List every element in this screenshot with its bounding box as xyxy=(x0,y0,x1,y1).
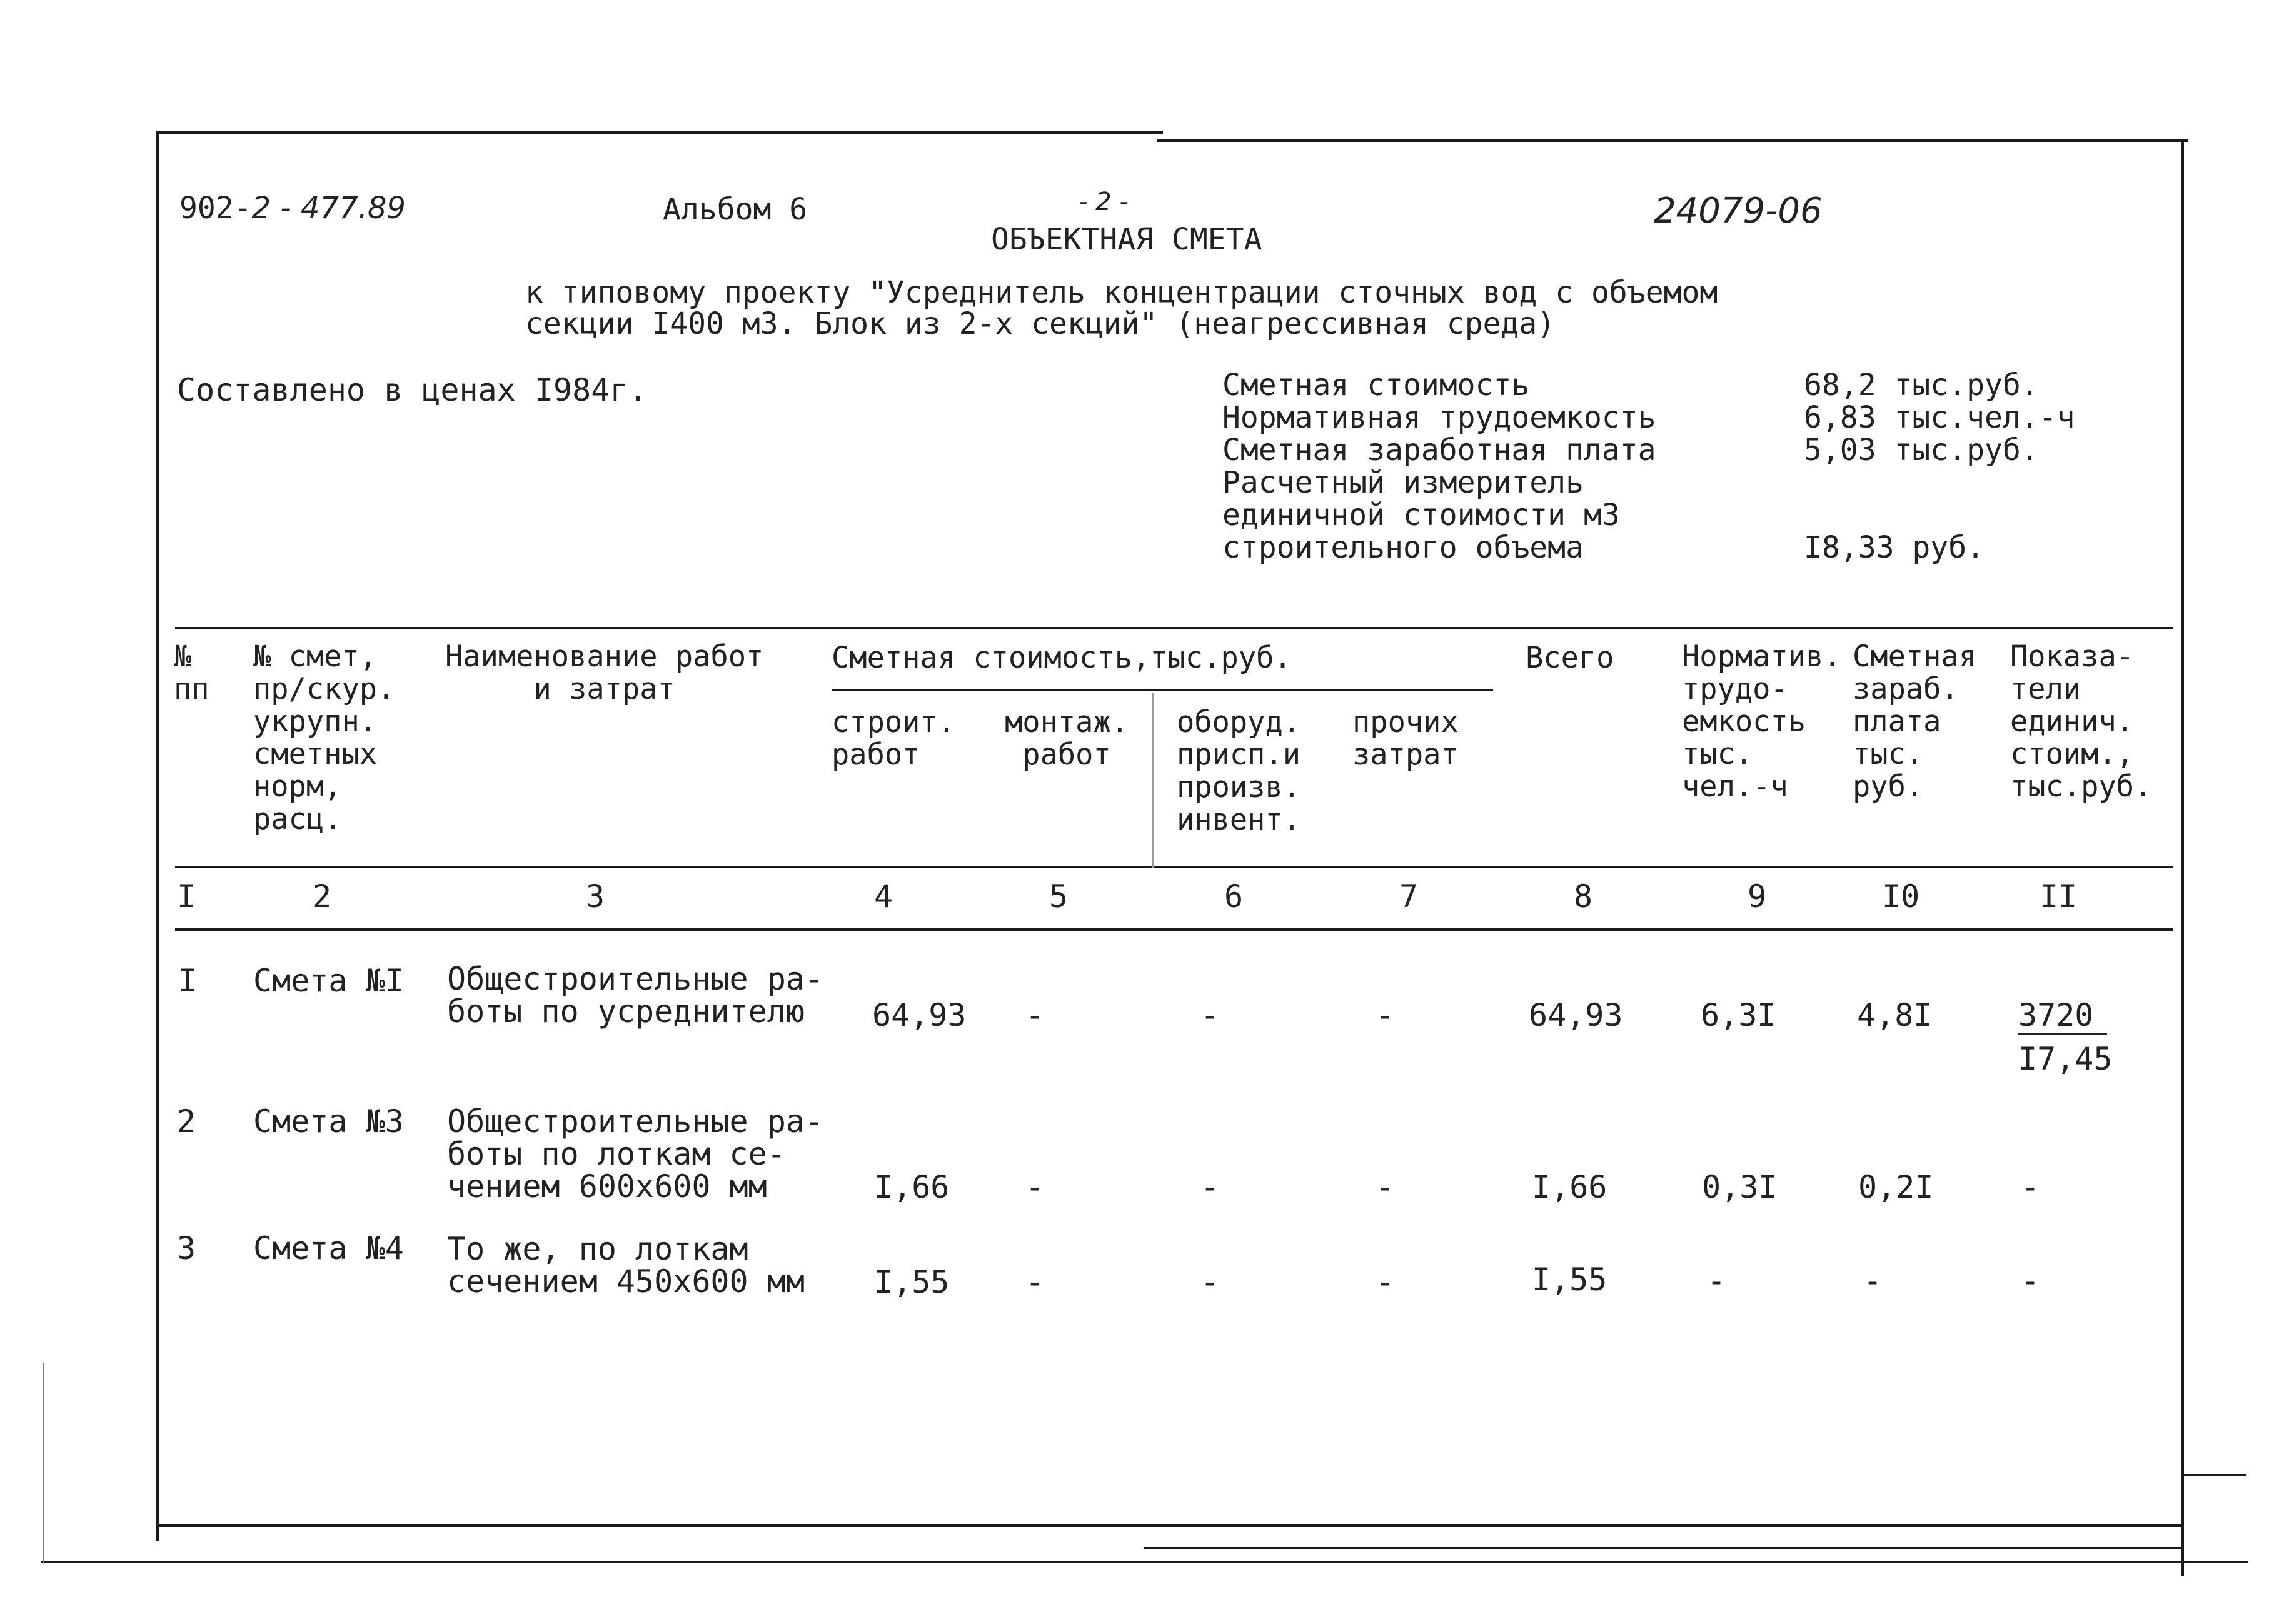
frame-right xyxy=(2181,139,2184,1576)
row-2-installation: - xyxy=(1025,1169,1045,1205)
header-construction: строит. работ xyxy=(832,705,956,772)
row-3-number: 3 xyxy=(177,1230,196,1266)
row-3-total: I,55 xyxy=(1532,1261,1607,1298)
row-1-indicator-bottom: I7,45 xyxy=(2018,1041,2113,1077)
row-2-number: 2 xyxy=(177,1103,196,1140)
row-1-name: Общестроительные ра- боты по усреднителю xyxy=(447,961,824,1030)
column-number: 2 xyxy=(313,878,332,915)
row-2-labor: 0,3I xyxy=(1702,1169,1778,1205)
row-3-name: То же, по лоткам сечением 450х600 мм xyxy=(447,1231,805,1300)
frame-top-left xyxy=(156,131,1163,134)
frame-left xyxy=(156,131,159,1541)
row-2-construction: I,66 xyxy=(874,1169,950,1205)
page-edge-stub xyxy=(2181,1474,2246,1476)
column-number: I0 xyxy=(1882,878,1920,915)
row-2-total: I,66 xyxy=(1532,1169,1607,1205)
header-wages: Сметная зараб. плата тыс. руб. xyxy=(1853,639,1977,804)
table-rule-numbers-bottom xyxy=(175,928,2173,931)
header-work-name: Наименование работ и затрат xyxy=(445,639,764,706)
column-number: I xyxy=(177,878,196,915)
row-1-number: I xyxy=(178,963,198,999)
column-number: 9 xyxy=(1748,878,1767,915)
page-edge-line xyxy=(41,1561,2248,1563)
row-1-labor: 6,3I xyxy=(1701,997,1776,1033)
table-rule-header-bottom xyxy=(175,866,2173,868)
summary-values: 68,2 тыс.руб. 6,83 тыс.чел.-ч 5,03 тыс.руб. I8,33 руб. xyxy=(1804,368,2075,565)
header-estimate-number: № смет, пр/скур. укрупн. сметных норм, расц. xyxy=(253,639,395,836)
page-number: - 2 - xyxy=(1079,188,1129,216)
column-number: 5 xyxy=(1049,878,1069,915)
row-1-other: - xyxy=(1376,997,1395,1033)
document-code-suffix: 2 - 477.89 xyxy=(251,191,406,226)
summary-labels: Сметная стоимость Нормативная трудоемкость Сметная заработная плата Расчетный измеритель единичной стоимости м3 строительного объема xyxy=(1222,368,1656,565)
row-2-wages: 0,2I xyxy=(1858,1169,1934,1205)
row-2-name: Общестроительные ра- боты по лоткам се- чением 600х600 мм xyxy=(447,1103,824,1205)
row-2-equipment: - xyxy=(1200,1169,1220,1205)
header-equipment: оборуд. присп.и произв. инвент. xyxy=(1177,705,1301,837)
row-1-installation: - xyxy=(1025,997,1045,1033)
column-number: 8 xyxy=(1574,878,1593,915)
doc-number: 24079-06 xyxy=(1654,191,1823,231)
document-title: ОБЪЕКТНАЯ СМЕТА xyxy=(991,222,1262,257)
document-subtitle-line1: к типовому проекту "Усреднитель концентрации сточных вод с объемом xyxy=(525,275,1718,310)
document-subtitle-line2: секции I400 м3. Блок из 2-х секций" (неагрессивная среда) xyxy=(525,306,1556,341)
document-code xyxy=(179,191,406,226)
row-1-estimate: Смета №I xyxy=(253,963,404,999)
header-total: Всего xyxy=(1526,641,1614,675)
frame-bottom-outer xyxy=(1144,1547,2182,1549)
row-1-construction: 64,93 xyxy=(872,997,967,1033)
row-3-wages: - xyxy=(1863,1263,1883,1299)
header-installation: монтаж. работ xyxy=(1005,705,1129,772)
row-3-construction: I,55 xyxy=(874,1264,950,1300)
page-edge-vertical xyxy=(43,1363,44,1563)
row-1-indicator-top: 3720 xyxy=(2018,997,2107,1035)
table-separator-equipment xyxy=(1152,693,1154,868)
row-3-indicator: - xyxy=(2021,1263,2040,1299)
row-1-total: 64,93 xyxy=(1529,997,1623,1033)
row-2-estimate: Смета №3 xyxy=(253,1103,404,1140)
table-rule-top xyxy=(175,627,2173,629)
header-labor: Норматив. трудо- емкость тыс. чел.-ч xyxy=(1682,639,1841,804)
table-rule-cost-group xyxy=(832,689,1493,691)
header-other: прочих затрат xyxy=(1352,705,1459,772)
frame-bottom xyxy=(156,1524,2182,1527)
column-number: II xyxy=(2040,878,2078,915)
column-number: 7 xyxy=(1399,878,1419,915)
row-3-labor: - xyxy=(1707,1263,1726,1299)
document-code-prefix: 902- xyxy=(179,191,252,226)
row-3-installation: - xyxy=(1025,1264,1045,1300)
header-row-number: № пп xyxy=(174,639,209,706)
album-label: Альбом 6 xyxy=(663,192,808,227)
row-3-equipment: - xyxy=(1200,1264,1220,1300)
column-number: 4 xyxy=(874,878,893,915)
row-1-equipment: - xyxy=(1200,997,1220,1033)
column-number: 6 xyxy=(1224,878,1244,915)
column-number: 3 xyxy=(586,878,605,915)
row-2-indicator: - xyxy=(2021,1169,2040,1205)
row-3-other: - xyxy=(1376,1264,1395,1300)
row-3-estimate: Смета №4 xyxy=(253,1230,404,1266)
frame-top-right xyxy=(1157,139,2188,142)
row-1-wages: 4,8I xyxy=(1857,997,1933,1033)
row-2-other: - xyxy=(1376,1169,1395,1205)
header-cost-group: Сметная стоимость,тыс.руб. xyxy=(832,641,1292,675)
prices-note: Составлено в ценах I984г. xyxy=(177,372,648,408)
header-indicators: Показа- тели единич. стоим., тыс.руб. xyxy=(2010,639,2152,804)
